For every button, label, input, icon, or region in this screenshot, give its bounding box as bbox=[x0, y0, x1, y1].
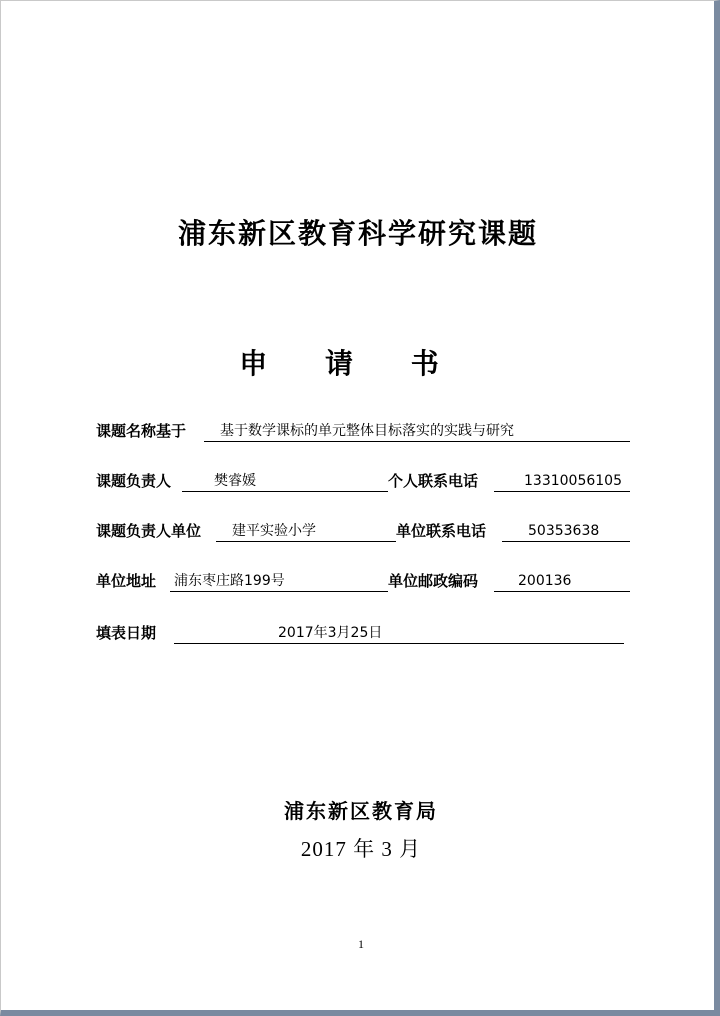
fill-date-field[interactable] bbox=[174, 621, 624, 644]
address-value: 浦东枣庄路199号 bbox=[174, 573, 285, 589]
field-row-fill-date bbox=[96, 621, 636, 645]
unit-phone-field[interactable] bbox=[502, 519, 630, 542]
project-name-label: 课题名称基于 bbox=[96, 422, 187, 440]
document-title: 浦东新区教育科学研究课题 bbox=[177, 217, 538, 250]
project-name-value: 基于数学课标的单元整体目标落实的实践与研究 bbox=[220, 423, 514, 439]
phone-label: 个人联系电话 bbox=[388, 472, 479, 490]
postcode-value: 200136 bbox=[518, 573, 572, 589]
postcode-label: 单位邮政编码 bbox=[388, 572, 479, 590]
unit-phone-label: 单位联系电话 bbox=[396, 522, 487, 540]
issue-date: 2017 年 3 月 bbox=[300, 837, 422, 861]
leader-field[interactable] bbox=[182, 469, 388, 492]
document-subtitle: 申 请 书 bbox=[239, 347, 463, 380]
unit-phone-value: 50353638 bbox=[528, 523, 600, 539]
field-row-leader bbox=[96, 469, 636, 493]
unit-field[interactable] bbox=[216, 519, 396, 542]
unit-label: 课题负责人单位 bbox=[96, 522, 202, 540]
leader-label: 课题负责人 bbox=[96, 472, 172, 490]
fill-date-label: 填表日期 bbox=[96, 624, 157, 642]
field-row-address bbox=[96, 569, 636, 593]
phone-value: 13310056105 bbox=[524, 473, 622, 489]
fill-date-value: 2017年3月25日 bbox=[278, 625, 383, 641]
unit-value: 建平实验小学 bbox=[232, 523, 316, 539]
issuing-organization: 浦东新区教育局 bbox=[284, 799, 438, 823]
phone-field[interactable] bbox=[494, 469, 630, 492]
leader-value: 樊睿媛 bbox=[214, 473, 256, 489]
address-field[interactable] bbox=[170, 569, 388, 592]
project-name-field[interactable] bbox=[204, 419, 630, 442]
postcode-field[interactable] bbox=[494, 569, 630, 592]
field-row-unit bbox=[96, 519, 636, 543]
address-label: 单位地址 bbox=[96, 572, 157, 590]
field-row-project-name bbox=[96, 419, 636, 443]
page-number: 1 bbox=[358, 937, 364, 951]
